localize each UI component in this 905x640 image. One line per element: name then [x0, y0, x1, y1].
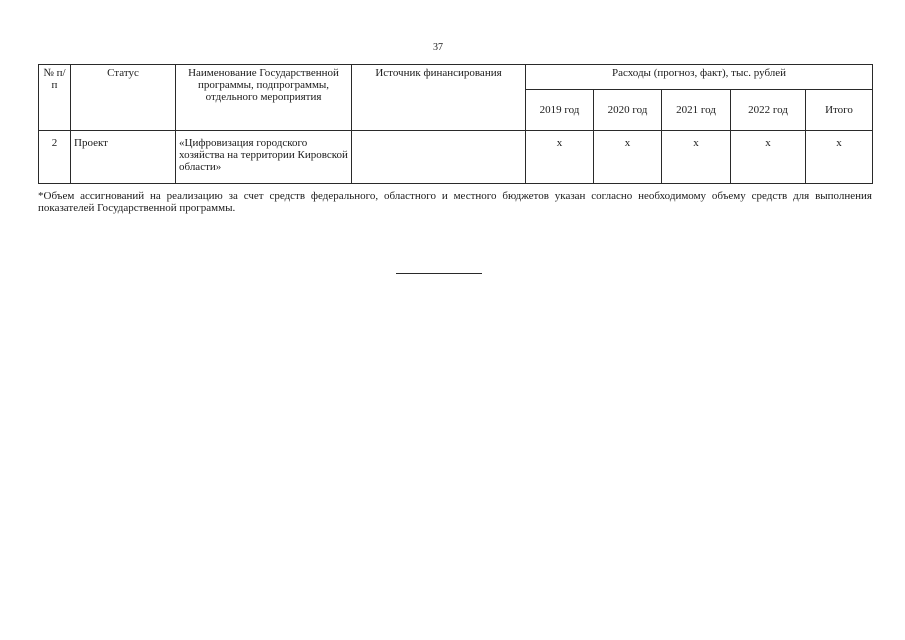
row-value-2022: x — [731, 131, 806, 184]
row-name: «Цифровизация городского хозяйства на территории Кировской области» — [176, 131, 352, 184]
row-value-2020: x — [594, 131, 662, 184]
row-value-2019: x — [526, 131, 594, 184]
header-name: Наименование Государственной программы, подпрограммы, отдельного мероприятия — [176, 65, 352, 131]
row-num: 2 — [39, 131, 71, 184]
expenses-table — [38, 64, 873, 184]
header-num: № п/п — [39, 65, 71, 131]
row-value-total: x — [806, 131, 873, 184]
table-row — [39, 131, 873, 184]
header-expenses: Расходы (прогноз, факт), тыс. рублей — [526, 65, 873, 90]
header-year-2022: 2022 год — [731, 90, 806, 131]
end-rule — [396, 273, 482, 274]
header-source: Источник финансирования — [352, 65, 526, 131]
header-total: Итого — [806, 90, 873, 131]
row-status: Проект — [71, 131, 176, 184]
row-source — [352, 131, 526, 184]
header-year-2021: 2021 год — [662, 90, 731, 131]
header-year-2019: 2019 год — [526, 90, 594, 131]
page-number: 37 — [433, 42, 443, 53]
header-status: Статус — [71, 65, 176, 131]
header-year-2020: 2020 год — [594, 90, 662, 131]
footnote: *Объем ассигнований на реализацию за счет средств федерального, областного и местного бюджетов указан согласно необходимому объему средств для выполнения показателей Государственной программы. — [38, 190, 872, 214]
row-value-2021: x — [662, 131, 731, 184]
